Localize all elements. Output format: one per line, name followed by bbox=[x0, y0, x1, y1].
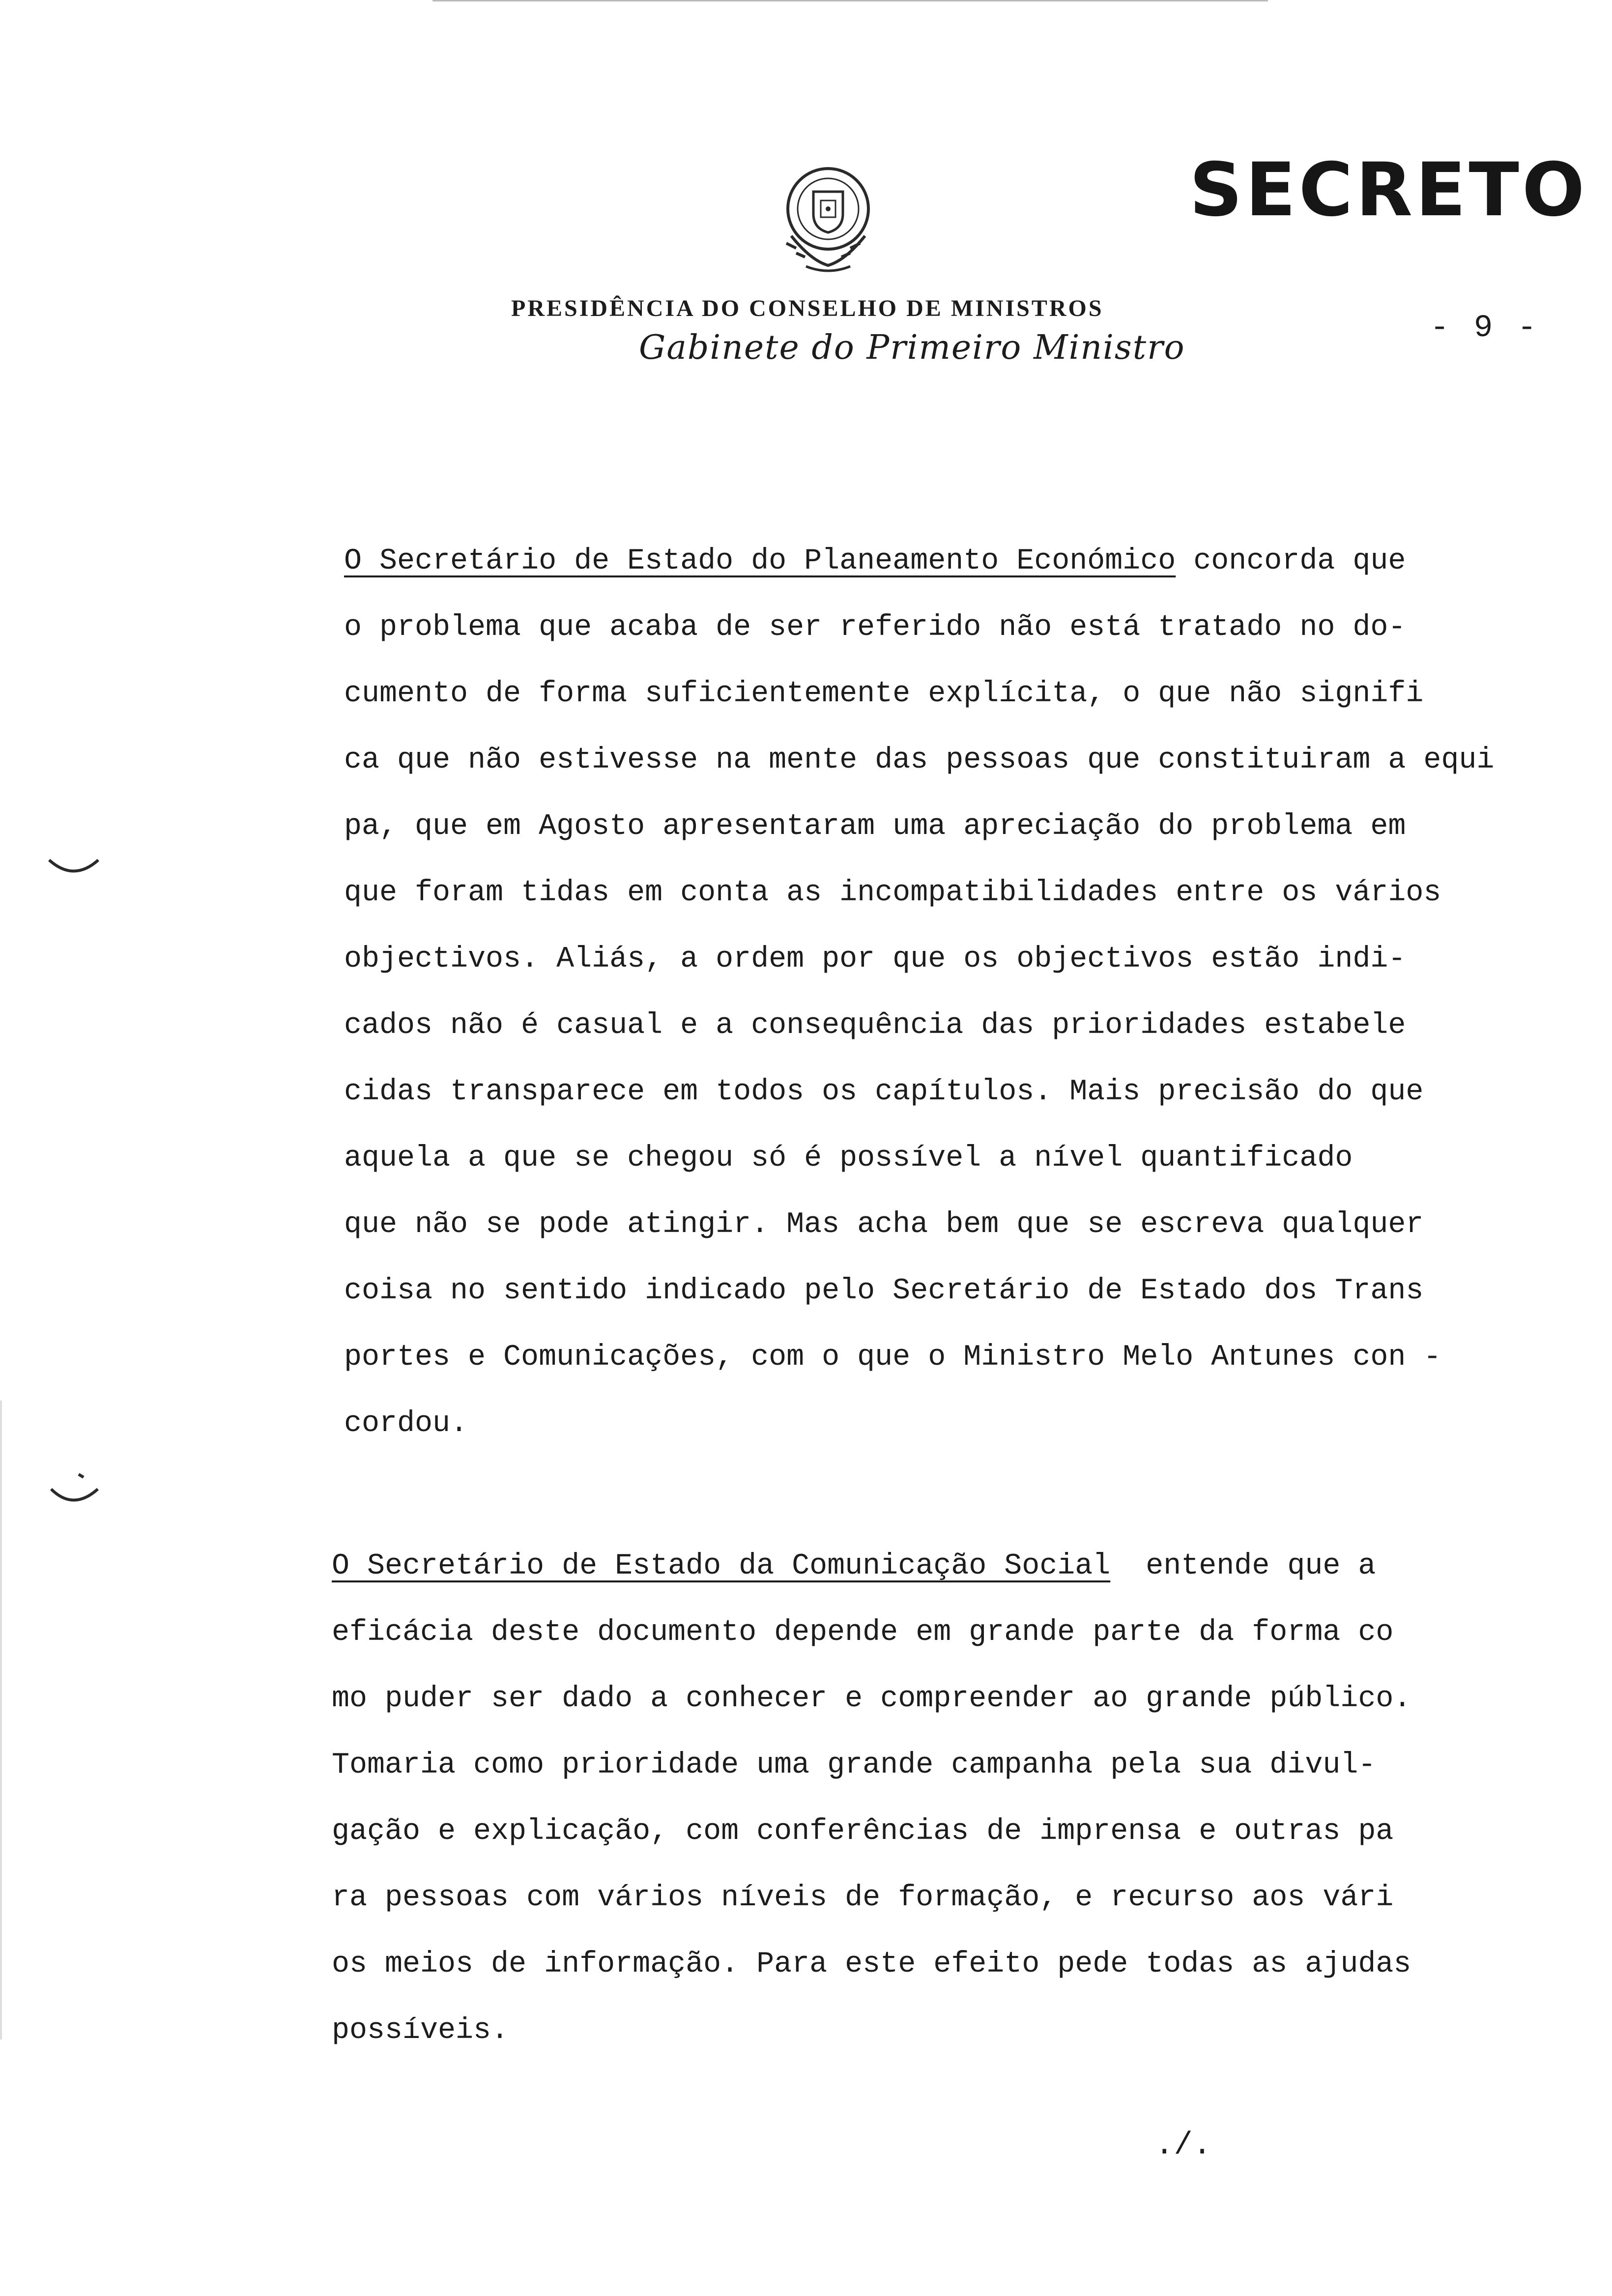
text-line: cidas transparece em todos os capítulos. Mais precisão do que bbox=[344, 1075, 1424, 1109]
text-line: entende que a bbox=[1110, 1550, 1376, 1583]
coat-of-arms-seal bbox=[772, 157, 885, 280]
text-line: cordou. bbox=[344, 1407, 468, 1440]
office-name: Gabinete do Primeiro Ministro bbox=[639, 328, 1185, 367]
text-line: pa, que em Agosto apresentaram uma apreciação do problema em bbox=[344, 810, 1406, 843]
text-line: gação e explicação, com conferências de imprensa e outras pa bbox=[332, 1815, 1394, 1848]
text-line: portes e Comunicações, com o que o Ministro Melo Antunes con - bbox=[344, 1341, 1441, 1374]
continuation-mark: ./. bbox=[1155, 2128, 1212, 2163]
text-line: o problema que acaba de ser referido não está tratado no do- bbox=[344, 611, 1406, 644]
left-edge-shadow bbox=[0, 1401, 2, 2039]
text-line: cumento de forma suficientemente explícita, o que não signifi bbox=[344, 677, 1424, 711]
institution-name: PRESIDÊNCIA DO CONSELHO DE MINISTROS bbox=[511, 295, 1104, 321]
text-line: que não se pode atingir. Mas acha bem que se escreva qualquer bbox=[344, 1208, 1424, 1241]
page-number: - 9 - bbox=[1430, 311, 1540, 346]
top-edge-line bbox=[432, 0, 1268, 1]
text-line: mo puder ser dado a conhecer e compreender ao grande público. bbox=[332, 1682, 1411, 1716]
punch-hole-mark-lower bbox=[44, 1469, 103, 1514]
text-line: coisa no sentido indicado pelo Secretário de Estado dos Trans bbox=[344, 1274, 1424, 1308]
punch-hole-mark-upper bbox=[44, 850, 103, 885]
speaker-name: O Secretário de Estado do Planeamento Económico bbox=[344, 545, 1176, 578]
text-line: ca que não estivesse na mente das pessoas que constituiram a equi bbox=[344, 744, 1495, 777]
text-line: concorda que bbox=[1176, 545, 1406, 578]
text-line: cados não é casual e a consequência das prioridades estabele bbox=[344, 1009, 1406, 1042]
text-line: possíveis. bbox=[332, 2014, 509, 2047]
paragraph-first-line bbox=[344, 528, 1494, 595]
paragraph-first-line bbox=[332, 1533, 1411, 1600]
speaker-name: O Secretário de Estado da Comunicação Social bbox=[332, 1550, 1111, 1583]
text-line: os meios de informação. Para este efeito pede todas as ajudas bbox=[332, 1948, 1411, 1981]
text-line: eficácia deste documento depende em grande parte da forma co bbox=[332, 1616, 1394, 1649]
text-line: que foram tidas em conta as incompatibilidades entre os vários bbox=[344, 876, 1441, 910]
paragraph-comunicacao-social bbox=[332, 1533, 1411, 2064]
text-line: aquela a que se chegou só é possível a nível quantificado bbox=[344, 1142, 1353, 1175]
text-line: objectivos. Aliás, a ordem por que os objectivos estão indi- bbox=[344, 943, 1406, 976]
text-line: Tomaria como prioridade uma grande campanha pela sua divul- bbox=[332, 1749, 1376, 1782]
text-line: ra pessoas com vários níveis de formação, e recurso aos vári bbox=[332, 1881, 1394, 1915]
paragraph-planeamento bbox=[344, 528, 1494, 1457]
classification-stamp: SECRETO bbox=[1189, 147, 1588, 233]
